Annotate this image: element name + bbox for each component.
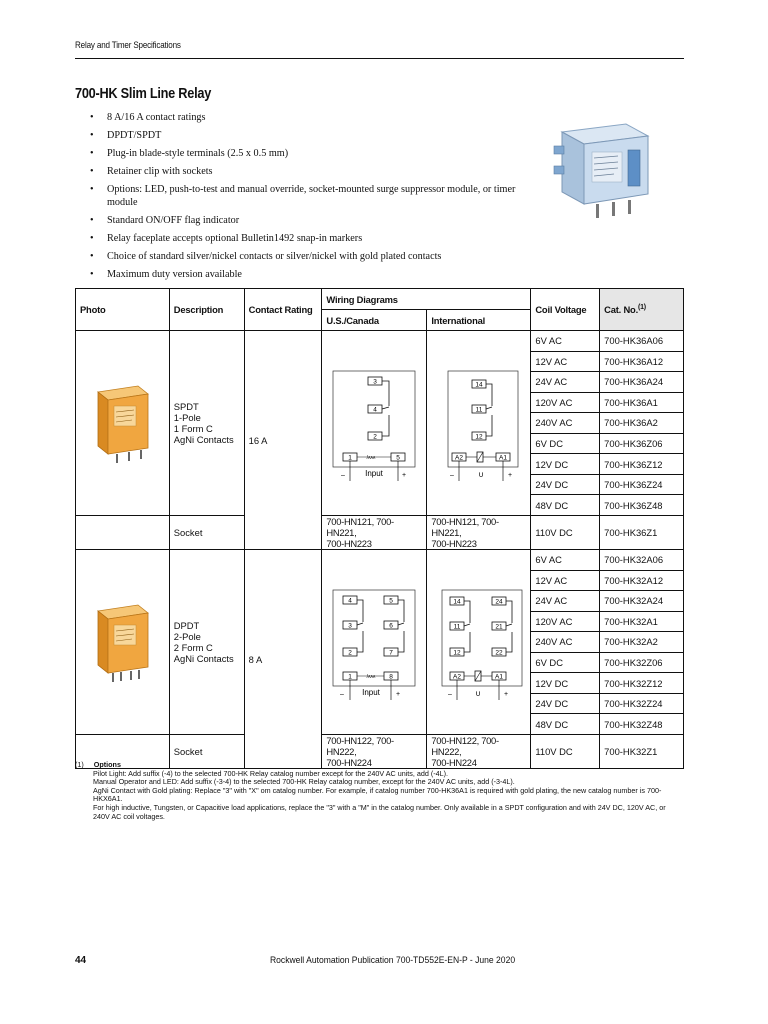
plus-label: +: [503, 691, 508, 698]
footnote-marker: (1): [75, 760, 84, 769]
terminal-label: A1: [494, 673, 503, 681]
minus-label: –: [449, 472, 454, 479]
coil-symbol: /ᴀᴀᴀ: [366, 455, 376, 461]
feature-item: • Plug-in blade-style terminals (2.5 x 0.5 mm): [90, 147, 530, 160]
coil-voltage-cell: 120V AC: [531, 392, 600, 413]
terminal-label: 3: [348, 622, 352, 630]
feature-item: • Maximum duty version available: [90, 268, 530, 281]
feature-item: • Relay faceplate accepts optional Bulletin1492 snap-in markers: [90, 232, 530, 245]
terminal-label: A2: [452, 673, 461, 681]
description-line: AgNi Contacts: [173, 653, 234, 664]
terminal-label: 1: [348, 454, 352, 462]
feature-item: • DPDT/SPDT: [90, 129, 530, 142]
coil-voltage-cell: 12V AC: [531, 351, 600, 372]
coil-voltage-cell: 24V AC: [531, 591, 600, 612]
relay-photo-spdt-image: [92, 380, 152, 464]
catalog-number-cell: 700-HK36A1: [600, 392, 684, 413]
input-label: Input: [364, 469, 383, 478]
footnote-title: Options: [93, 760, 121, 769]
socket-line: 700-HN121, 700-HN221,: [326, 516, 394, 538]
catalog-number-cell: 700-HK36Z48: [600, 495, 684, 516]
terminal-label: 3: [373, 378, 377, 386]
description-line: 2 Form C: [173, 642, 213, 653]
minus-label: –: [340, 472, 345, 479]
contact-rating-8a: 8 A: [244, 550, 322, 769]
coil-voltage-cell: 24V DC: [531, 474, 600, 495]
plus-label: +: [395, 691, 400, 698]
footnote-line: For high inductive, Tungsten, or Capacitive load applications, replace the "3" with a "M" in the catalog number. Only available in a SPDT configuration and with 24V DC, 120V AC, or 240V AC coil voltages.: [93, 802, 666, 821]
coil-voltage-cell: 110V DC: [531, 516, 600, 550]
socket-line: 700-HN223: [326, 538, 372, 549]
relay-product-image: [548, 106, 664, 222]
relay-photo-spdt: [76, 331, 170, 516]
middle-symbol: ∪: [477, 470, 484, 479]
footnotes: [75, 761, 684, 821]
description-line: SPDT: [173, 401, 199, 412]
coil-voltage-cell: 110V DC: [531, 735, 600, 769]
catalog-number-cell: 700-HK36A24: [600, 372, 684, 393]
terminal-label: 8: [389, 673, 393, 681]
catalog-number-cell: 700-HK36A12: [600, 351, 684, 372]
terminal-label: 11: [453, 623, 461, 631]
contact-rating-16a: 16 A: [244, 331, 322, 550]
input-label: Input: [361, 688, 380, 697]
coil-voltage-cell: 48V DC: [531, 495, 600, 516]
catalog-number-cell: 700-HK32Z1: [600, 735, 684, 769]
minus-label: –: [339, 691, 344, 698]
catalog-number-cell: 700-HK32A1: [600, 611, 684, 632]
coil-voltage-cell: 6V AC: [531, 550, 600, 571]
catalog-number-cell: 700-HK32Z48: [600, 714, 684, 735]
footnote-line: Manual Operator and LED: Add suffix (-3-4) to the selected 700-HK Relay catalog number, except for the 240V AC units, add (-3-4L).: [93, 777, 515, 787]
feature-item: • 8 A/16 A contact ratings: [90, 111, 530, 124]
feature-item: • Choice of standard silver/nickel contacts or silver/nickel with gold plated contacts: [90, 250, 530, 263]
plus-label: +: [507, 472, 512, 479]
coil-voltage-cell: 12V DC: [531, 673, 600, 694]
description-line: 1 Form C: [173, 423, 213, 434]
catalog-number-cell: 700-HK32Z06: [600, 652, 684, 673]
footnote-line: AgNi Contact with Gold plating: Replace "3" with "X" om catalog number. For example, if catalog number 700-HK36A1 is required with gold plating, the new catalog number is 700-HKX6A1.: [93, 785, 662, 804]
description-line: 2-Pole: [173, 631, 201, 642]
socket-line: 700-HN121, 700-HN221,: [431, 516, 499, 538]
terminal-label: A2: [454, 454, 463, 462]
coil-voltage-cell: 120V AC: [531, 611, 600, 632]
terminal-label: 12: [453, 649, 461, 657]
header-photo: Photo: [76, 289, 170, 331]
catalog-number-cell: 700-HK32A12: [600, 570, 684, 591]
coil-voltage-cell: 12V DC: [531, 454, 600, 475]
catalog-number-cell: 700-HK36Z24: [600, 474, 684, 495]
catalog-number-cell: 700-HK36Z1: [600, 516, 684, 550]
catalog-number-cell: 700-HK32A06: [600, 550, 684, 571]
header-us-canada: U.S./Canada: [322, 310, 427, 331]
wiring-diagram-intl-dpdt: [427, 550, 531, 735]
coil-voltage-cell: 48V DC: [531, 714, 600, 735]
coil-voltage-cell: 24V DC: [531, 693, 600, 714]
terminal-label: 4: [348, 597, 352, 605]
feature-item: • Standard ON/OFF flag indicator: [90, 214, 530, 227]
header-wiring-diagrams: Wiring Diagrams: [322, 289, 531, 310]
footnote-line: Pilot Light: Add suffix (-4) to the selected 700-HK Relay catalog number except for the 240V AC units, add (-4L).: [93, 768, 449, 778]
coil-voltage-cell: 6V AC: [531, 331, 600, 352]
terminal-label: 21: [495, 623, 503, 631]
terminal-label: 14: [475, 381, 483, 389]
publication-info: Rockwell Automation Publication 700-TD552E-EN-P - June 2020: [270, 955, 516, 966]
terminal-label: 11: [475, 406, 483, 414]
terminal-label: 7: [389, 649, 393, 657]
terminal-label: 5: [389, 597, 393, 605]
plus-label: +: [401, 472, 406, 479]
header-contact-rating: Contact Rating: [244, 289, 322, 331]
wiring-diagram-intl-spdt-svg: [428, 331, 530, 513]
terminal-label: A1: [498, 454, 507, 462]
wiring-diagram-us-dpdt-svg: [323, 550, 426, 732]
terminal-label: 2: [373, 433, 377, 441]
catalog-number-cell: 700-HK32A2: [600, 632, 684, 653]
coil-symbol: /ᴀᴀᴀ: [366, 674, 376, 680]
socket-label: Socket: [169, 735, 244, 769]
socket-line: 700-HN122, 700-HN222,: [326, 735, 394, 757]
terminal-label: 24: [495, 598, 503, 606]
socket-us-canada: [322, 516, 427, 550]
photo-blank-cell: [76, 516, 170, 550]
header-cat-no: [600, 289, 684, 331]
description-line: DPDT: [173, 620, 200, 631]
minus-label: –: [447, 691, 452, 698]
header-international: International: [427, 310, 531, 331]
footnote-ref: (1): [637, 303, 646, 311]
relay-spec-table: [75, 288, 684, 769]
socket-line: 700-HN224: [326, 757, 372, 768]
wiring-diagram-intl-dpdt-svg: [428, 550, 530, 732]
catalog-number-cell: 700-HK32Z24: [600, 693, 684, 714]
terminal-label: 5: [396, 454, 400, 462]
header-coil-voltage: Coil Voltage: [531, 289, 600, 331]
header-cat-no-label: Cat. No.: [604, 304, 638, 316]
middle-symbol: ∪: [474, 689, 481, 698]
page-title: 700-HK Slim Line Relay: [75, 86, 212, 102]
relay-photo-dpdt: [76, 550, 170, 735]
socket-international: [427, 516, 531, 550]
feature-item: • Retainer clip with sockets: [90, 165, 530, 178]
description-line: AgNi Contacts: [173, 434, 234, 445]
description-dpdt: [169, 550, 244, 735]
socket-line: 700-HN223: [431, 538, 477, 549]
wiring-diagram-us-spdt-svg: [323, 331, 426, 513]
terminal-label: 1: [348, 673, 352, 681]
coil-voltage-cell: 12V AC: [531, 570, 600, 591]
description-spdt: [169, 331, 244, 516]
page-number: 44: [75, 955, 87, 966]
terminal-label: 2: [348, 649, 352, 657]
header-description: Description: [169, 289, 244, 331]
socket-line: 700-HN224: [431, 757, 477, 768]
socket-line: 700-HN122, 700-HN222,: [431, 735, 499, 757]
description-line: 1-Pole: [173, 412, 201, 423]
wiring-diagram-intl-spdt: [427, 331, 531, 516]
catalog-number-cell: 700-HK36A2: [600, 413, 684, 434]
wiring-diagram-us-dpdt: [322, 550, 427, 735]
catalog-number-cell: 700-HK36Z06: [600, 433, 684, 454]
terminal-label: 12: [475, 433, 483, 441]
terminal-label: 14: [453, 598, 461, 606]
terminal-label: 4: [373, 406, 377, 414]
coil-voltage-cell: 24V AC: [531, 372, 600, 393]
catalog-number-cell: 700-HK32A24: [600, 591, 684, 612]
coil-voltage-cell: 6V DC: [531, 433, 600, 454]
feature-item: • Options: LED, push-to-test and manual override, socket-mounted surge suppressor module, or timer module: [90, 183, 530, 209]
terminal-label: 6: [389, 622, 393, 630]
catalog-number-cell: 700-HK32Z12: [600, 673, 684, 694]
coil-voltage-cell: 240V AC: [531, 413, 600, 434]
terminal-label: 22: [495, 649, 503, 657]
wiring-diagram-us-spdt: [322, 331, 427, 516]
feature-list: [90, 111, 530, 286]
coil-voltage-cell: 6V DC: [531, 652, 600, 673]
coil-voltage-cell: 240V AC: [531, 632, 600, 653]
running-head: Relay and Timer Specifications: [75, 40, 181, 51]
catalog-number-cell: 700-HK36Z12: [600, 454, 684, 475]
socket-label: Socket: [169, 516, 244, 550]
header-rule: [75, 58, 684, 59]
relay-photo-dpdt-image: [92, 599, 152, 683]
catalog-number-cell: 700-HK36A06: [600, 331, 684, 352]
